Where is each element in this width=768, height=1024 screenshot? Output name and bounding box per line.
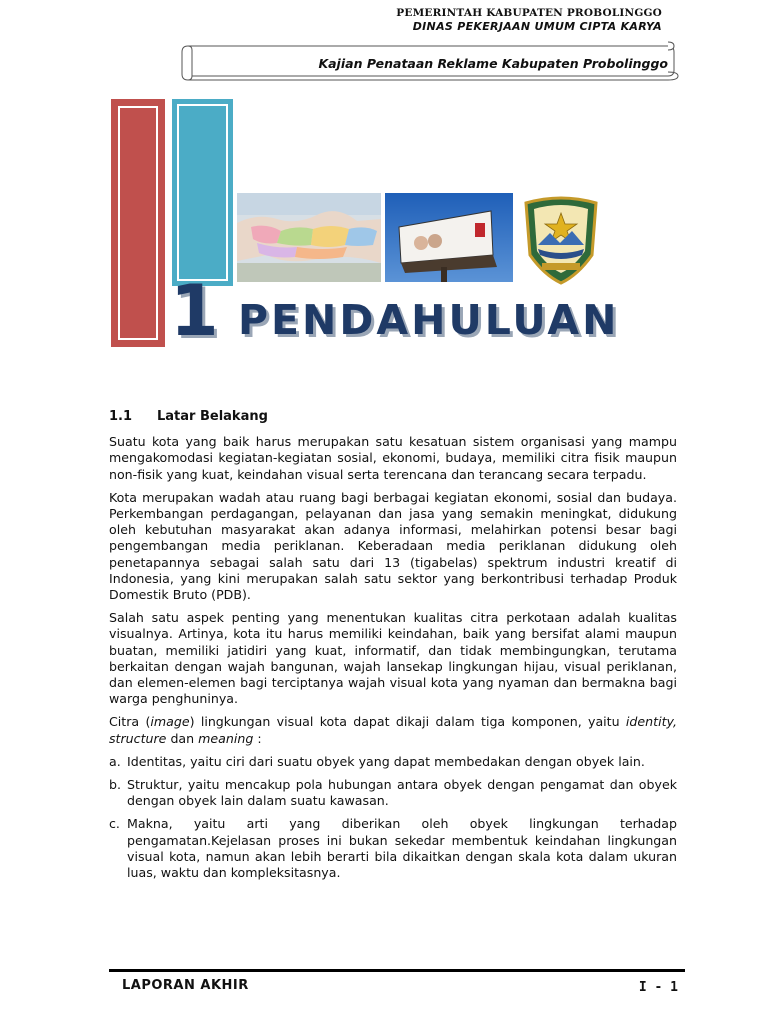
list-item [109, 754, 677, 770]
document-body [109, 409, 677, 888]
list-text: Identitas, yaitu ciri dari suatu obyek yang dapat membedakan dengan obyek lain. [127, 753, 645, 769]
section-number: 1.1 [109, 409, 133, 424]
map-icon [237, 193, 381, 282]
chapter-title: PENDAHULUAN [238, 296, 620, 344]
blue-decorative-bar [172, 99, 233, 286]
p4-text-a: Citra ( [109, 714, 151, 730]
p4-text-g: : [253, 730, 262, 746]
section-title: Latar Belakang [157, 409, 268, 424]
chapter-number: 1 [170, 270, 219, 352]
component-list [109, 754, 677, 881]
header-agency-line: PEMERINTAH KABUPATEN PROBOLINGGO [396, 7, 662, 19]
paragraph-2: Kota merupakan wadah atau ruang bagi berbagai kegiatan ekonomi, sosial dan budaya. Perkembangan perdagangan, pelayanan dan jasa yang semakin meningkat, didukung oleh kebutuhan masyarakat akan adanya informasi, melahirkan potensi besar bagi pengembangan media periklanan. Keberadaan media periklanan didukung oleh penetapannya sebagai salah satu dari 13 (tigabelas) spektrum industri kreatif di Indonesia, yang kini merupakan salah satu sektor yang berkontribusi terhadap Produk Domestik Bruto (PDB). [109, 489, 677, 603]
p4-text-c: ) lingkungan visual kota dapat dikaji dalam tiga komponen, yaitu [189, 714, 626, 730]
list-item [109, 777, 677, 809]
regency-emblem-icon [520, 193, 602, 285]
regency-emblem [520, 193, 602, 285]
list-marker: c. [109, 816, 120, 832]
p4-image-term: image [150, 714, 190, 730]
list-text: Struktur, yaitu mencakup pola hubungan antara obyek dengan pengamat dan obyek dengan obyek lain dalam suatu kawasan. [127, 777, 677, 809]
map-image [237, 193, 381, 282]
list-text: Makna, yaitu arti yang diberikan oleh obyek lingkungan terhadap pengamatan.Kejelasan proses ini bukan sekedar membentuk keindahan lingkungan visual kota, namun akan lebih berarti bila dikaitkan dengan skala kota dalam ukuran luas, waktu dan kompleksitasnya. [127, 816, 677, 881]
list-marker: a. [109, 753, 121, 769]
page-number: I - 1 [638, 980, 678, 995]
p4-meaning-term: meaning [198, 730, 254, 746]
billboard-image [385, 193, 513, 282]
paragraph-1: Suatu kota yang baik harus merupakan satu kesatuan sistem organisasi yang mampu mengakomodasi kegiatan-kegiatan sosial, ekonomi, budaya, memiliki citra fisik maupun non-fisik yang kuat, keindahan visual serta terencana dan terancang secara terpadu. [109, 434, 677, 482]
report-title: Kajian Penataan Reklame Kabupaten Probolinggo [318, 56, 668, 71]
section-heading [109, 409, 677, 425]
list-marker: b. [109, 777, 121, 793]
billboard-icon [385, 193, 513, 282]
red-decorative-bar [111, 99, 165, 347]
p4-identity-structure-term: identity, structure [109, 714, 677, 746]
footer-divider [109, 969, 685, 972]
header-department-line: DINAS PEKERJAAN UMUM CIPTA KARYA [412, 20, 662, 33]
paragraph-4 [109, 714, 677, 746]
footer-report-label: LAPORAN AKHIR [122, 978, 249, 993]
list-item [109, 816, 677, 881]
paragraph-3: Salah satu aspek penting yang menentukan kualitas citra perkotaan adalah kualitas visualnya. Artinya, kota itu harus memiliki keindahan, baik yang bersifat alami maupun buatan, memiliki jatidiri yang kuat, informatif, dan tidak membingungkan, terutama berkaitan dengan wajah bangunan, wajah lansekap lingkungan hijau, visual periklanan, dan elemen-elemen bagi terciptanya wajah visual kota yang nyaman dan bermakna bagi warga penghuninya. [109, 610, 677, 707]
p4-text-e: dan [166, 730, 199, 746]
